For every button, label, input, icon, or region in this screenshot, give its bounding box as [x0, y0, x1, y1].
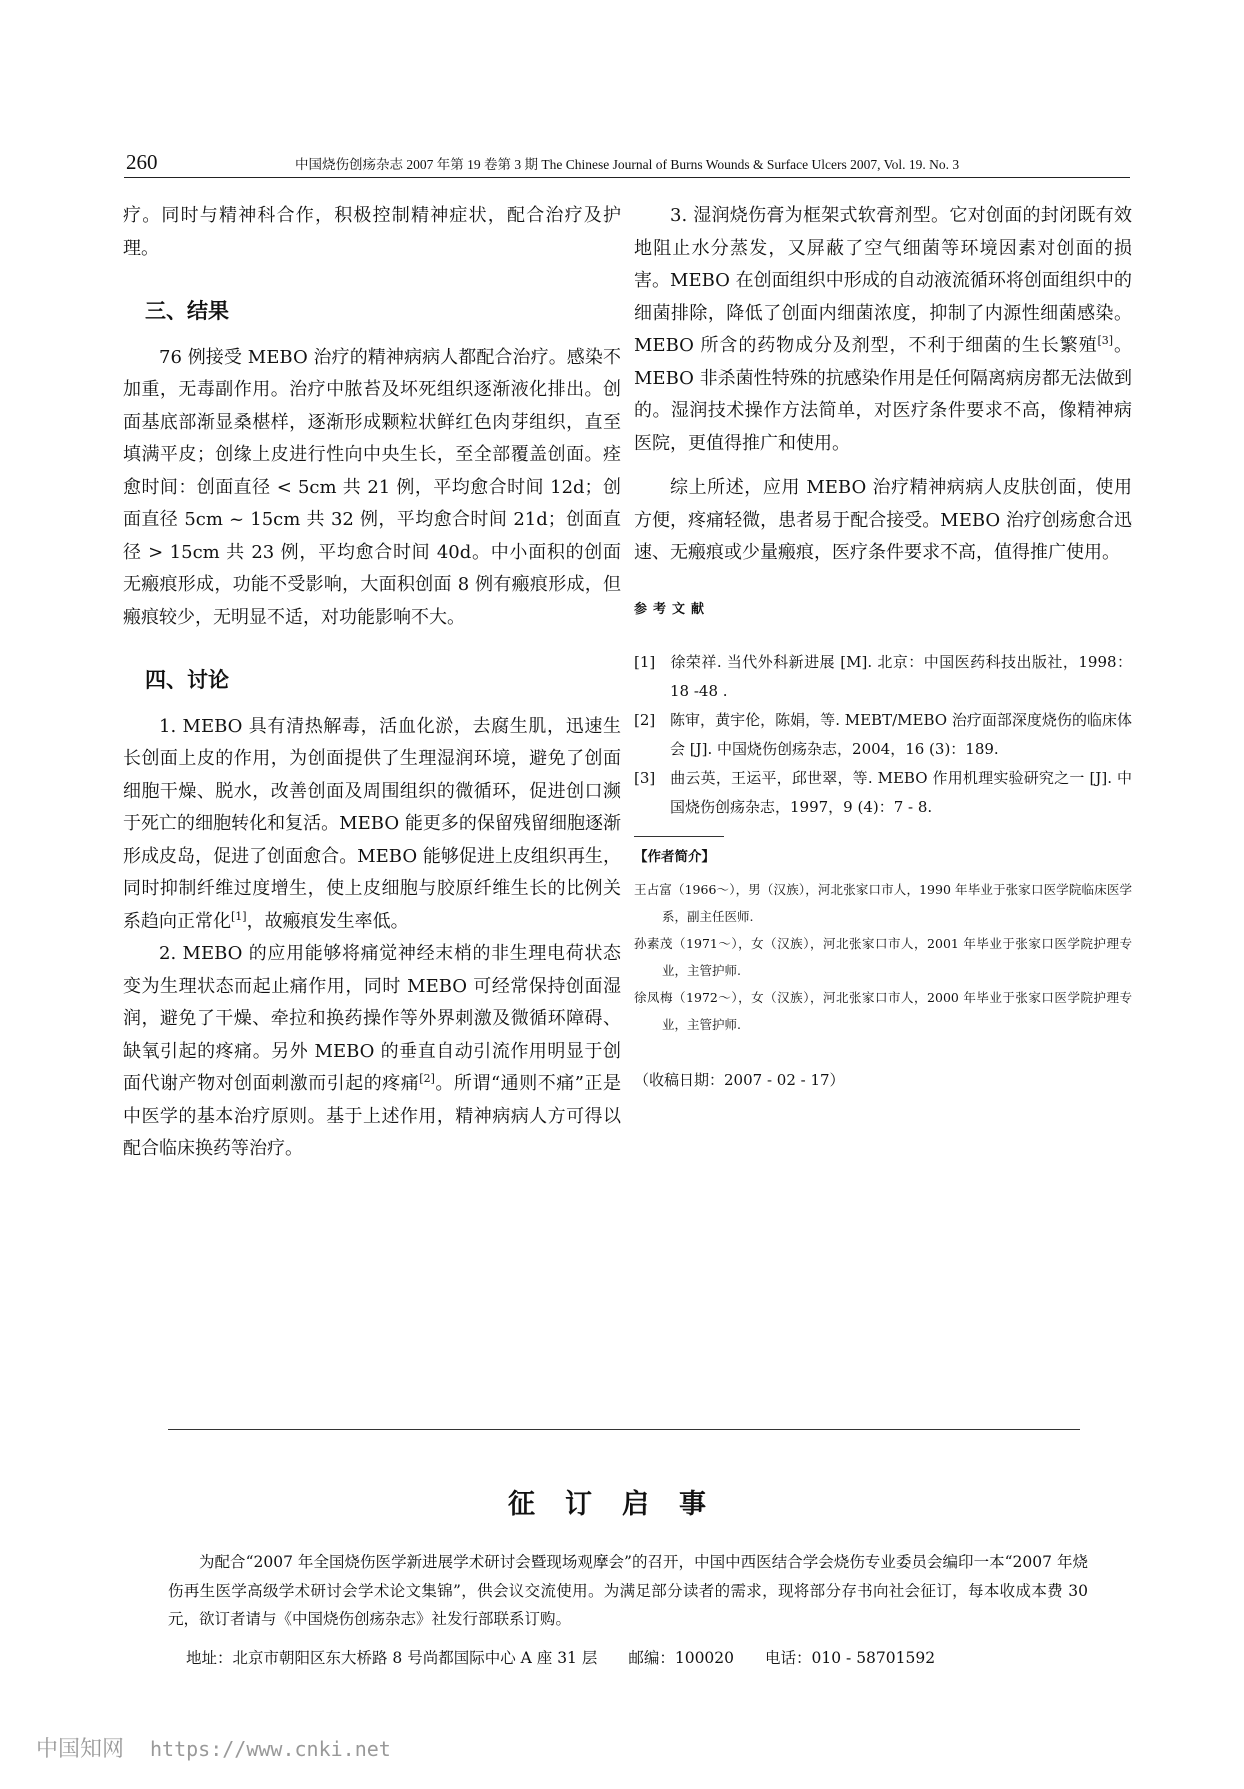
discussion-1-end: ，故瘢痕发生率低。 [246, 910, 409, 932]
section-discussion-title: 四、讨论 [145, 668, 229, 692]
discussion-paragraph-1 [123, 711, 621, 939]
header-rule [124, 177, 1130, 178]
reference-item [634, 764, 1132, 822]
discussion-paragraph-3 [634, 200, 1132, 460]
left-column [123, 200, 621, 1166]
reference-item [634, 706, 1132, 764]
discussion-2-end: 。所谓“通则不痛”正是中医学的基本治疗原则。基于上述作用，精神病病人方可得以配合临床换药等治疗。 [123, 1073, 621, 1159]
watermark-url[interactable]: https://www.cnki.net [150, 1737, 391, 1761]
reference-tag: [2] [634, 711, 656, 729]
notice-address: 地址：北京市朝阳区东大桥路 8 号尚都国际中心 A 座 31 层 邮编：100020 电话：010 - 58701592 [186, 1649, 936, 1667]
cnki-watermark [36, 1732, 391, 1763]
author-info-heading: 【作者简介】 [634, 836, 724, 874]
section-results-title: 三、结果 [145, 299, 229, 323]
right-column [634, 200, 1132, 1096]
citation-3: [3] [1097, 334, 1114, 347]
author-bio: 孙素茂（1971～），女（汉族），河北张家口市人，2001 年毕业于张家口医学院护理专业，主管护师. [634, 935, 1132, 978]
results-paragraph: 76 例接受 MEBO 治疗的精神病病人都配合治疗。感染不加重，无毒副作用。治疗中脓苔及坏死组织逐渐液化排出。创面基底部渐显桑椹样，逐渐形成颗粒状鲜红色肉芽组织，直至填满平皮；创缘上皮进行性向中央生长，至全部覆盖创面。痊愈时间：创面直径 < 5cm 共 21 例，平均愈合时间 12d；创面直径 5cm ~ 15cm 共 32 例，平均愈合时间 21d；创面直径 > 15cm 共 23 例，平均愈合时间 40d。中小面积的创面无瘢痕形成，功能不受影响，大面积创面 8 例有瘢痕形成，但瘢痕较少，无明显不适，对功能影响不大。 [123, 346, 621, 628]
notice-title: 征订启事 [508, 1489, 736, 1520]
references-title: 参考文献 [634, 601, 711, 617]
page-number: 260 [126, 150, 158, 174]
watermark-site: 中国知网 [36, 1737, 125, 1762]
running-head: 中国烧伤创疡杂志 2007 年第 19 卷第 3 期 The Chinese Journal of Burns Wounds & Surface Ulcers 2007, Vol. 19. No. 3 [295, 157, 960, 172]
notice-body [168, 1548, 1088, 1634]
reference-item [634, 648, 1132, 706]
reference-text: 陈审，黄宇伦，陈娟，等. MEBT/MEBO 治疗面部深度烧伤的临床体会 [J]. 中国烧伤创疡杂志，2004，16 (3)：189. [670, 711, 1132, 758]
discussion-3-end: 。MEBO 非杀菌性特殊的抗感染作用是任何隔离病房都无法做到的。湿润技术操作方法简单，对医疗条件要求不高，像精神病医院，更值得推广和使用。 [634, 335, 1133, 454]
citation-1: [1] [231, 909, 247, 923]
notice-paragraph: 为配合“2007 年全国烧伤医学新进展学术研讨会暨现场观摩会”的召开，中国中西医结合学会烧伤专业委员会编印一本“2007 年烧伤再生医学高级学术研讨会学术论文集锦”，供会议交流使用。为满足部分读者的需求，现将部分存书向社会征订，每本收成本费 30 元，欲订者请与《中国烧伤创疡杂志》社发行部联系订购。 [168, 1553, 1088, 1628]
received-date: （收稿日期：2007 - 02 - 17） [634, 1070, 845, 1089]
discussion-3-text: 3. 湿润烧伤膏为框架式软膏剂型。它对创面的封闭既有效地阻止水分蒸发，又屏蔽了空气细菌等环境因素对创面的损害。MEBO 在创面组织中形成的自动液流循环将创面组织中的细菌排除，降低了创面内细菌浓度，抑制了内源性细菌感染。MEBO 所含的药物成分及剂型，不利于细菌的生长繁殖 [634, 205, 1132, 356]
citation-2: [2] [419, 1072, 435, 1085]
reference-tag: [1] [634, 653, 656, 671]
discussion-paragraph-2 [123, 938, 621, 1166]
reference-text: 曲云英，王运平，邱世翠，等. MEBO 作用机理实验研究之一 [J]. 中国烧伤创疡杂志，1997，9 (4)：7 - 8. [670, 769, 1132, 816]
discussion-2-text: 2. MEBO 的应用能够将痛觉神经末梢的非生理电荷状态变为生理状态而起止痛作用，同时 MEBO 可经常保持创面湿润，避免了干燥、牵拉和换药操作等外界刺激及微循环障碍、缺氧引起的疼痛。另外 MEBO 的垂直自动引流作用明显于创面代谢产物对创面刺激而引起的疼痛 [123, 943, 621, 1094]
reference-text: 徐荣祥. 当代外科新进展 [M]. 北京：中国医药科技出版社，1998：18 -48 . [670, 653, 1132, 700]
intro-paragraph: 疗。同时与精神科合作，积极控制精神症状，配合治疗及护理。 [123, 205, 621, 259]
discussion-1-text: 1. MEBO 具有清热解毒，活血化淤，去腐生肌，迅速生长创面上皮的作用，为创面提供了生理湿润环境，避免了创面细胞干燥、脱水，改善创面及周围组织的微循环，促进创口濒于死亡的细胞转化和复活。MEBO 能更多的保留残留细胞逐渐形成皮岛，促进了创面愈合。MEBO 能够促进上皮组织再生，同时抑制纤维过度增生，使上皮细胞与胶原纤维生长的比例关系趋向正常化 [123, 715, 621, 932]
section-divider [168, 1429, 1080, 1430]
author-bio: 王占富（1966～），男（汉族），河北张家口市人，1990 年毕业于张家口医学院临床医学系，副主任医师. [634, 881, 1132, 924]
author-bio: 徐凤梅（1972～），女（汉族），河北张家口市人，2000 年毕业于张家口医学院护理专业，主管护师. [634, 989, 1132, 1032]
reference-tag: [3] [634, 769, 656, 787]
summary-paragraph: 综上所述，应用 MEBO 治疗精神病病人皮肤创面，使用方便，疼痛轻微，患者易于配合接受。MEBO 治疗创疡愈合迅速、无瘢痕或少量瘢痕，医疗条件要求不高，值得推广使用。 [634, 477, 1132, 563]
